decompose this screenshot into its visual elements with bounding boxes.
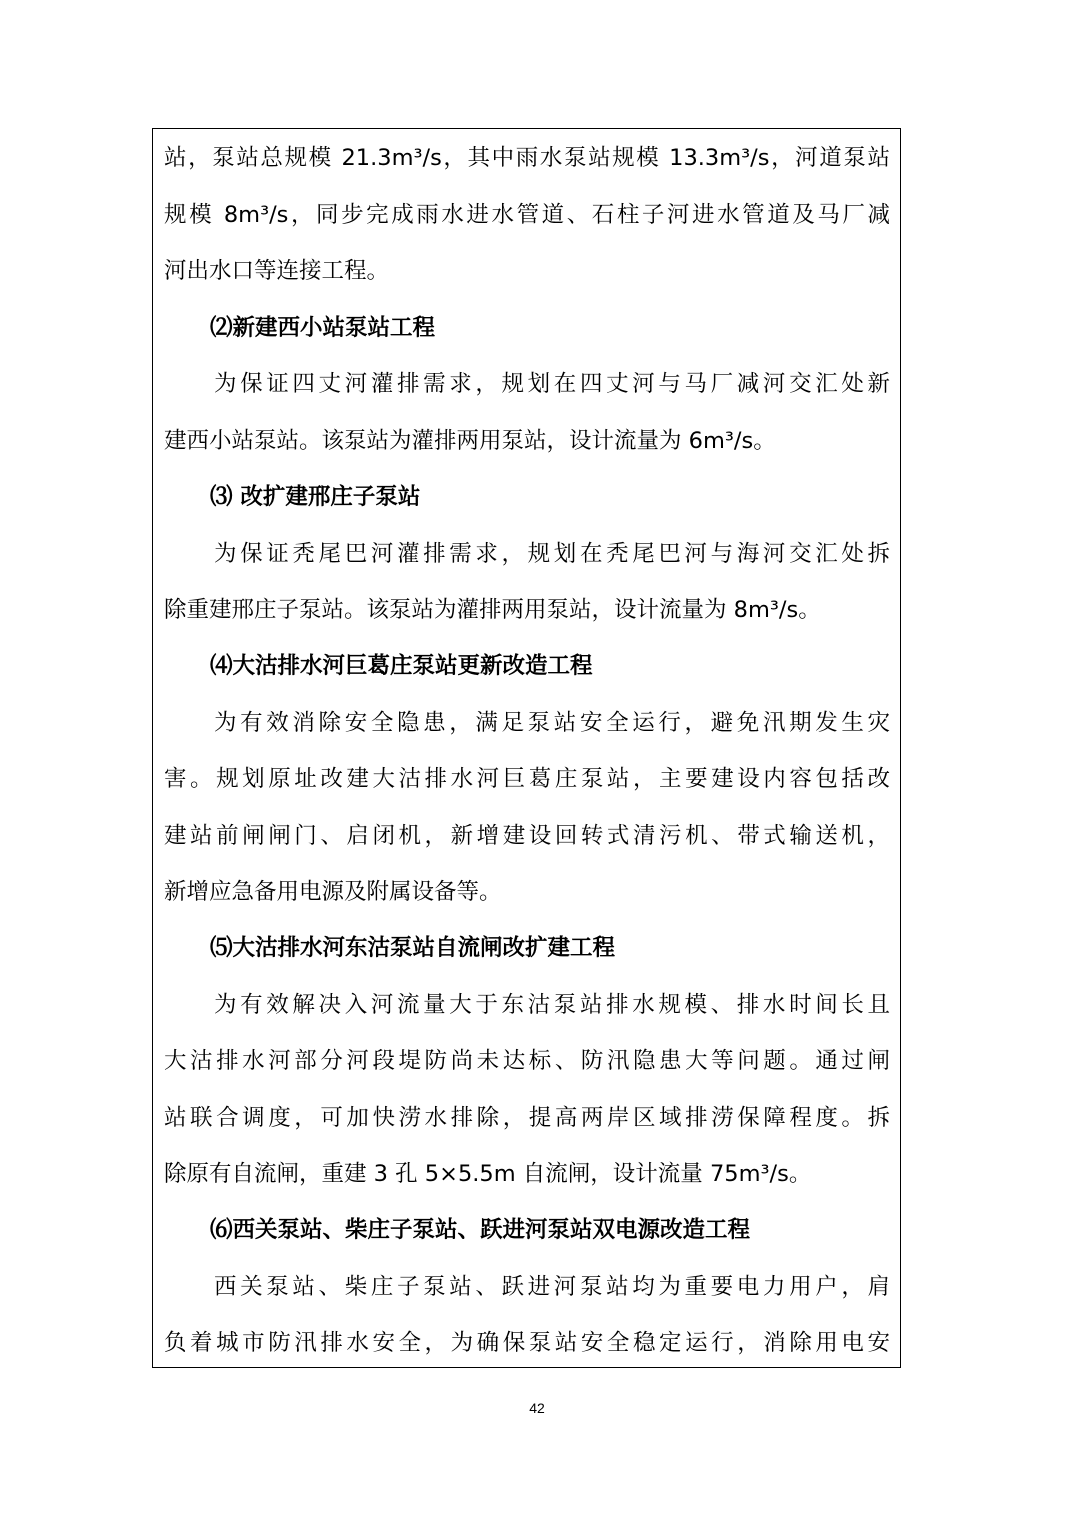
body-line: 站联合调度，可加快涝水排除，提高两岸区域排涝保障程度。拆 [164,1105,890,1131]
body-line: 除原有自流闸，重建 3 孔 5×5.5m 自流闸，设计流量 75m³/s。 [164,1161,812,1187]
page-number: 42 [529,1400,545,1416]
body-line: 河出水口等连接工程。 [164,258,390,284]
section-heading: ⑵新建西小站泵站工程 [210,315,436,341]
body-line: 为有效解决入河流量大于东沽泵站排水规模、排水时间长且 [214,992,890,1018]
body-line: 站，泵站总规模 21.3m³/s，其中雨水泵站规模 13.3m³/s，河道泵站 [164,145,890,171]
body-line: 建站前闸闸门、启闭机，新增建设回转式清污机、带式输送机， [164,823,890,849]
section-heading: ⑸大沽排水河东沽泵站自流闸改扩建工程 [210,935,616,961]
body-line: 规模 8m³/s，同步完成雨水进水管道、石柱子河进水管道及马厂减 [164,202,890,228]
section-heading: ⑶ 改扩建邢庄子泵站 [210,484,421,510]
body-line: 除重建邢庄子泵站。该泵站为灌排两用泵站，设计流量为 8m³/s。 [164,597,821,623]
body-line: 西关泵站、柴庄子泵站、跃进河泵站均为重要电力用户，肩 [214,1274,890,1300]
body-line: 负着城市防汛排水安全，为确保泵站安全稳定运行，消除用电安 [164,1330,890,1356]
body-line: 为有效消除安全隐患，满足泵站安全运行，避免汛期发生灾 [214,710,890,736]
section-heading: ⑹西关泵站、柴庄子泵站、跃进河泵站双电源改造工程 [210,1217,751,1243]
body-line: 为保证秃尾巴河灌排需求，规划在秃尾巴河与海河交汇处拆 [214,541,890,567]
body-line: 害。规划原址改建大沽排水河巨葛庄泵站，主要建设内容包括改 [164,766,890,792]
body-line: 新增应急备用电源及附属设备等。 [164,879,502,905]
section-heading: ⑷大沽排水河巨葛庄泵站更新改造工程 [210,653,593,679]
body-line: 建西小站泵站。该泵站为灌排两用泵站，设计流量为 6m³/s。 [164,428,776,454]
body-line: 为保证四丈河灌排需求，规划在四丈河与马厂减河交汇处新 [214,371,890,397]
body-line: 大沽排水河部分河段堤防尚未达标、防汛隐患大等问题。通过闸 [164,1048,890,1074]
